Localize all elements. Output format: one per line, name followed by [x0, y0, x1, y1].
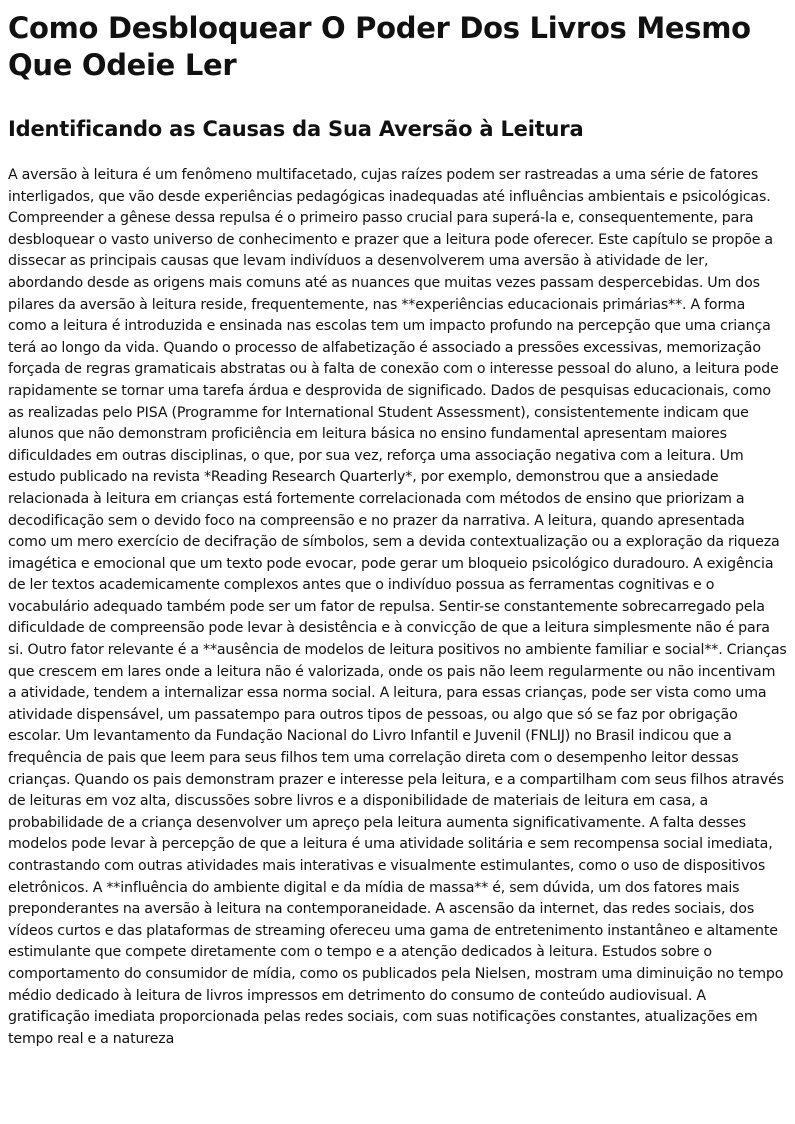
- section-heading: Identificando as Causas da Sua Aversão à Leitura: [8, 117, 584, 141]
- document-title: Como Desbloquear O Poder Dos Livros Mesmo Que Odeie Ler: [8, 11, 751, 82]
- body-paragraph: A aversão à leitura é um fenômeno multifacetado, cujas raízes podem ser rastreadas a uma série de fatores interligados, que vão desde experiências pedagógicas inadequadas até influências ambientais e psicológicas. Compreender a gênese dessa repulsa é o primeiro passo crucial para superá-la e, consequentemente, para desbloquear o vasto universo de conhecimento e prazer que a leitura pode oferecer. Este capítulo se propõe a dissecar as principais causas que levam indivíduos a desenvolverem uma aversão à atividade de ler, abordando desde as origens mais comuns até as nuances que muitas vezes passam despercebidas. Um dos pilares da aversão à leitura reside, frequentemente, nas **experiências educacionais primárias**. A forma como a leitura é introduzida e ensinada nas escolas tem um impacto profundo na percepção que uma criança terá ao longo da vida. Quando o processo de alfabetização é associado a pressões excessivas, memorização forçada de regras gramaticais abstratas ou à falta de conexão com o interesse pessoal do aluno, a leitura pode rapidamente se tornar uma tarefa árdua e desprovida de significado. Dados de pesquisas educacionais, como as realizadas pelo PISA (Programme for International Student Assessment), consistentemente indicam que alunos que não demonstram proficiência em leitura básica no ensino fundamental apresentam maiores dificuldades em outras disciplinas, o que, por sua vez, reforça uma associação negativa com a leitura. Um estudo publicado na revista *Reading Research Quarterly*, por exemplo, demonstrou que a ansiedade relacionada à leitura em crianças está fortemente correlacionada com métodos de ensino que priorizam a decodificação sem o devido foco na compreensão e no prazer da narrativa. A leitura, quando apresentada como um mero exercício de decifração de símbolos, sem a devida contextualização ou a exploração da riqueza imagética e emocional que um texto pode evocar, pode gerar um bloqueio psicológico duradouro. A exigência de ler textos academicamente complexos antes que o indivíduo possua as ferramentas cognitivas e o vocabulário adequado também pode ser um fator de repulsa. Sentir-se constantemente sobrecarregado pela dificuldade de compreensão pode levar à desistência e à convicção de que a leitura simplesmente não é para si. Outro fator relevante é a **ausência de modelos de leitura positivos no ambiente familiar e social**. Crianças que crescem em lares onde a leitura não é valorizada, onde os pais não leem regularmente ou não incentivam a atividade, tendem a internalizar essa norma social. A leitura, para essas crianças, pode ser vista como uma atividade dispensável, um passatempo para outros tipos de pessoas, ou algo que só se faz por obrigação escolar. Um levantamento da Fundação Nacional do Livro Infantil e Juvenil (FNLIJ) no Brasil indicou que a frequência de pais que leem para seus filhos tem uma correlação direta com o desempenho leitor dessas crianças. Quando os pais demonstram prazer e interesse pela leitura, e a compartilham com seus filhos através de leituras em voz alta, discussões sobre livros e a disponibilidade de materiais de leitura em casa, a probabilidade de a criança desenvolver um apreço pela leitura aumenta significativamente. A falta desses modelos pode levar à percepção de que a leitura é uma atividade solitária e sem recompensa social imediata, contrastando com outras atividades mais interativas e visualmente estimulantes, como o uso de dispositivos eletrônicos. A **influência do ambiente digital e da mídia de massa** é, sem dúvida, um dos fatores mais preponderantes na aversão à leitura na contemporaneidade. A ascensão da internet, das redes sociais, dos vídeos curtos e das plataformas de streaming ofereceu uma gama de entretenimento instantâneo e altamente estimulante que compete diretamente com o tempo e a atenção dedicados à leitura. Estudos sobre o comportamento do consumidor de mídia, como os publicados pela Nielsen, mostram uma diminuição no tempo médio dedicado à leitura de livros impressos em detrimento do consumo de conteúdo audiovisual. A gratificação imediata proporcionada pelas redes sociais, com suas notificações constantes, atualizações em tempo real e a natureza: [8, 167, 787, 1047]
